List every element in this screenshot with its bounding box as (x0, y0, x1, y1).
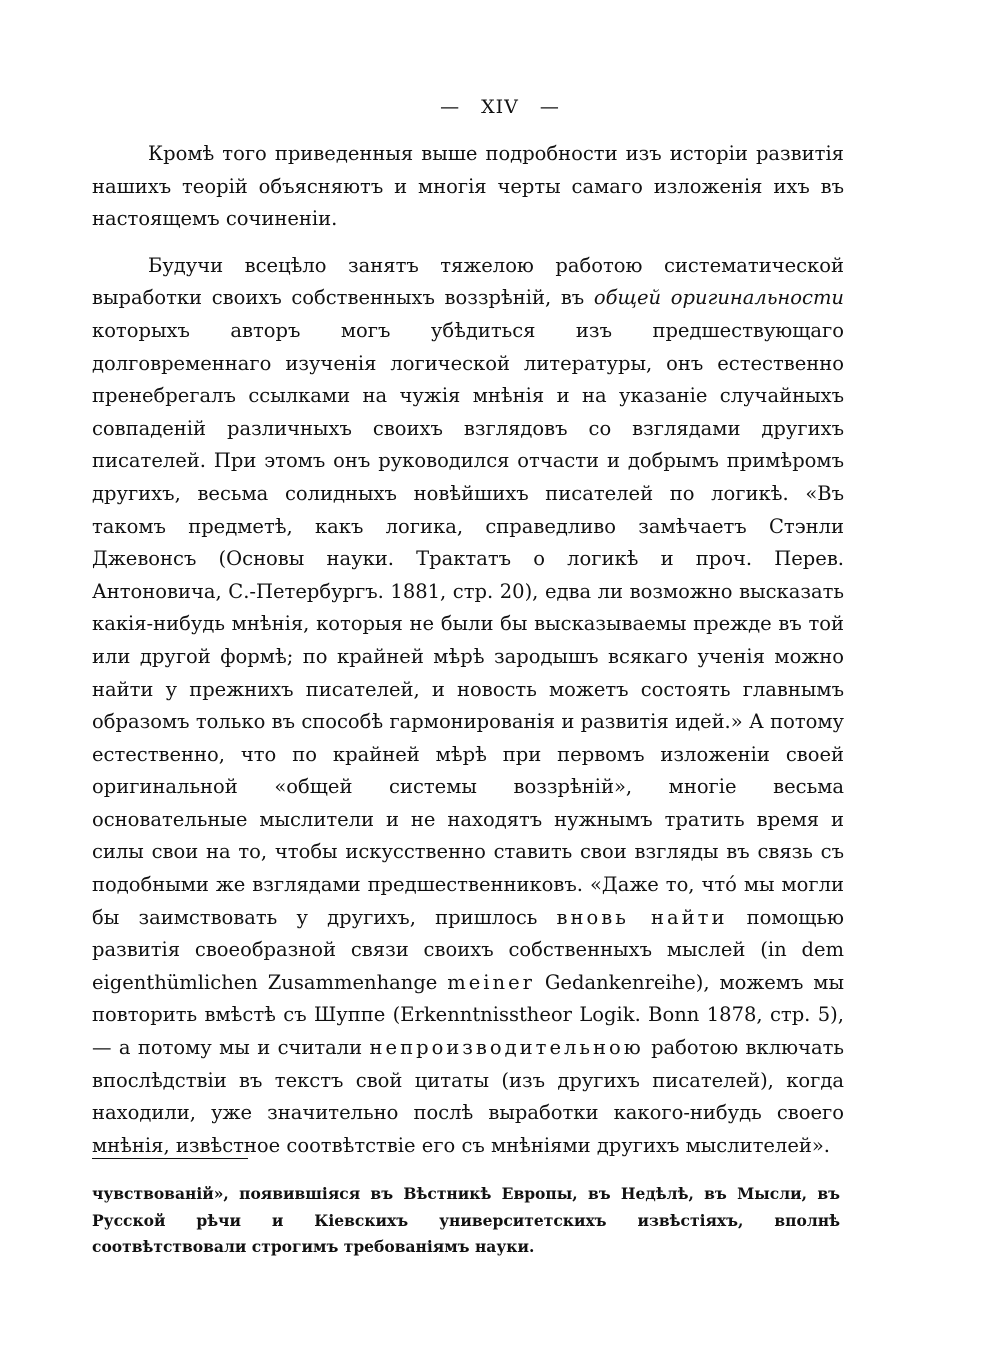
paragraph-2-part-d: Gedankenreihe), можемъ мы повторить вмѣстѣ съ Шуппе (Erkenntnisstheor Logik. Bonn 1878, стр. 5), — а потому мы и считали (92, 970, 844, 1060)
spaced-emphasis-unproductive: непроизводительною (369, 1036, 644, 1060)
main-text (92, 138, 844, 1162)
paragraph-1: Кромѣ того приведенныя выше подробности изъ исторіи развитія нашихъ теорій объясняютъ и многія черты самаго изложенія ихъ въ настоящемъ сочиненіи. (92, 142, 844, 231)
footnote (92, 1181, 840, 1261)
footnote-text: чувствованій», появившіяся въ Вѣстникѣ Европы, въ Недѣлѣ, въ Мысли, въ Русской рѣчи и Кіевскихъ университетскихъ извѣстіяхъ, вполнѣ соотвѣтствовали строгимъ требованіямъ науки. (92, 1184, 840, 1256)
paragraph-2-part-b: которыхъ авторъ могъ убѣдиться изъ предшествующаго долговременнаго изученія логической литературы, онъ естественно пренебрегалъ ссылками на чужія мнѣнія и на указаніе случайныхъ совпаденій различныхъ своихъ взглядовъ со взглядами другихъ писателей. При этомъ онъ руководился отчасти и добрымъ примѣромъ другихъ, весьма солидныхъ новѣйшихъ писателей по логикѣ. «Въ такомъ предметѣ, какъ логика, справедливо замѣчаетъ Стэнли Джевонсъ (Основы науки. Трактатъ о логикѣ и проч. Перев. Антоновича, С.-Петербургъ. 1881, стр. 20), едва ли возможно высказать какія-нибудь мнѣнія, которыя не были бы высказываемы прежде въ той или другой формѣ; по крайней мѣрѣ зародышъ всякаго ученія можно найти у прежнихъ писателей, и новость можетъ состоять главнымъ образомъ только въ способѣ гармонированія и развитія идей.» А потому естественно, что по крайней мѣрѣ при первомъ изложеніи своей оригинальной «общей системы воззрѣній», многіе весьма основательные мыслители и не находятъ нужнымъ тратить время и силы свои на то, чтобы искусственно ставить свои взгляды въ связь съ подобными же взглядами предшественниковъ. «Даже то, чтó мы могли бы заимствовать у другихъ, пришлось (92, 318, 844, 929)
paragraph-2 (92, 250, 844, 1163)
emphasis-general-originality: общей оригинальности (593, 286, 844, 310)
page-number: — XIV — (440, 96, 560, 118)
footnote-divider (92, 1158, 248, 1159)
paragraph-2-part-a: Будучи всецѣло занятъ тяжелою работою систематической выработки своихъ собственныхъ воззрѣній, въ (92, 253, 844, 310)
spaced-emphasis-anew: вновь найти (556, 905, 728, 929)
paragraph-2-part-e: работою включать впослѣдствіи въ текстъ свой цитаты (изъ другихъ писателей), когда находили, уже значительно послѣ выработки какого-нибудь своего мнѣнія, извѣстное соотвѣтствіе его съ мнѣніями другихъ мыслителей». (92, 1036, 844, 1157)
paragraph-2-part-c: помощью развитія своеобразной связи своихъ собственныхъ мыслей (in dem eigenthümlichen Zusammenhange (92, 905, 844, 994)
spaced-emphasis-meiner: meiner (447, 970, 535, 994)
